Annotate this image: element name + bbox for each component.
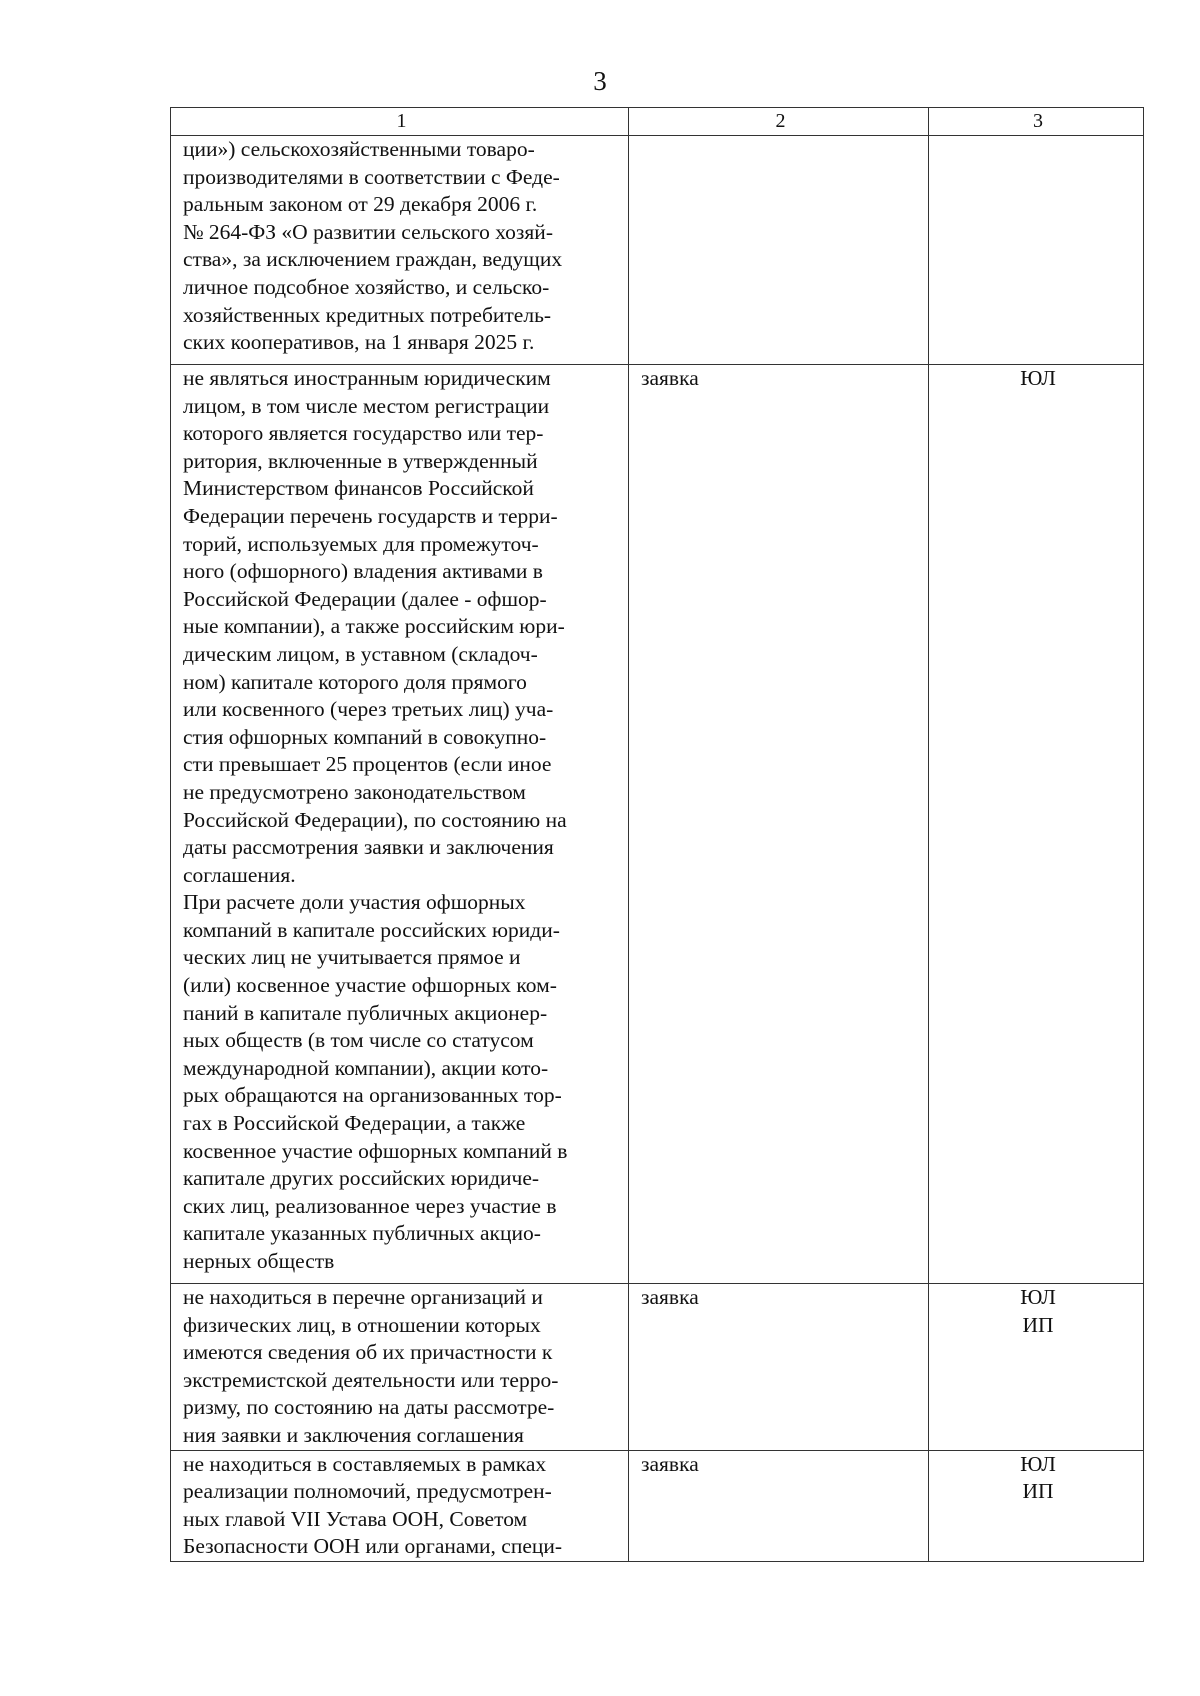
column-header-2: 2	[629, 108, 929, 136]
text-line: Российской Федерации (далее - офшор-	[183, 586, 547, 611]
text-line: компаний в капитале российских юриди-	[183, 917, 560, 942]
text-line: ции») сельскохозяйственными товаро-	[183, 137, 535, 161]
text-line: хозяйственных кредитных потребитель-	[183, 302, 552, 327]
text-line: ческих лиц не учитывается прямое и	[183, 945, 521, 970]
text-line: лицом, в том числе местом регистрации	[183, 393, 550, 418]
table-row	[171, 1450, 1144, 1561]
text-line: сти превышает 25 процентов (если иное	[183, 752, 552, 777]
text-line: международной компании), акции кото-	[183, 1055, 549, 1080]
text-line: реализации полномочий, предусмотрен-	[183, 1479, 552, 1504]
text-line: При расчете доли участия офшорных	[183, 890, 526, 915]
text-line: ритория, включенные в утвержденный	[183, 448, 538, 473]
table-row	[171, 365, 1144, 1284]
text-line: дическим лицом, в уставном (складоч-	[183, 641, 538, 666]
text-line: физических лиц, в отношении которых	[183, 1312, 541, 1337]
text-line: № 264-ФЗ «О развитии сельского хозяй-	[183, 219, 553, 244]
requirement-text	[171, 1284, 629, 1451]
table-row	[171, 136, 1144, 365]
requirements-table	[170, 107, 1144, 1562]
text-line: ные компании), а также российским юри-	[183, 614, 565, 639]
text-line: экстремистской деятельности или терро-	[183, 1367, 559, 1392]
table-header-row	[171, 108, 1144, 136]
text-line: ном) капитале которого доля прямого	[183, 669, 527, 694]
applicant-type: ЮЛ	[1020, 1285, 1056, 1309]
text-line: не находиться в составляемых в рамках	[183, 1451, 547, 1476]
text-line: Федерации перечень государств и терри-	[183, 503, 558, 528]
requirement-text	[171, 1450, 629, 1561]
text-line: ных обществ (в том числе со статусом	[183, 1028, 534, 1053]
text-line: ства», за исключением граждан, ведущих	[183, 247, 563, 272]
column-header-1: 1	[171, 108, 629, 136]
page-number: 3	[593, 66, 607, 96]
text-line: паний в капитале публичных акционер-	[183, 1000, 548, 1025]
text-line: Российской Федерации), по состоянию на	[183, 807, 567, 832]
text-line: капитале других российских юридиче-	[183, 1166, 540, 1191]
text-line: (или) косвенное участие офшорных ком-	[183, 973, 557, 998]
table-row	[171, 1284, 1144, 1451]
text-line: не находиться в перечне организаций и	[183, 1285, 543, 1309]
text-line: даты рассмотрения заявки и заключения	[183, 835, 554, 860]
document-cell: заявка	[629, 1450, 929, 1561]
text-line: Безопасности ООН или органами, специ-	[183, 1534, 563, 1559]
text-line: ских лиц, реализованное через участие в	[183, 1193, 557, 1218]
text-line: личное подсобное хозяйство, и сельско-	[183, 274, 550, 299]
text-line: торий, используемых для промежуточ-	[183, 531, 539, 556]
document-cell	[629, 136, 929, 365]
text-line: гах в Российской Федерации, а также	[183, 1111, 526, 1136]
text-line: рых обращаются на организованных тор-	[183, 1083, 562, 1108]
applicant-type-cell	[929, 1284, 1144, 1451]
requirement-text	[171, 136, 629, 365]
applicant-type-cell	[929, 365, 1144, 1284]
text-line: не предусмотрено законодательством	[183, 779, 526, 804]
text-line: ного (офшорного) владения активами в	[183, 559, 543, 584]
text-line: ных главой VII Устава ООН, Советом	[183, 1506, 528, 1531]
text-line: не являться иностранным юридическим	[183, 366, 551, 390]
applicant-type: ЮЛ	[1020, 366, 1056, 390]
applicant-type-cell	[929, 136, 1144, 365]
text-line: которого является государство или тер-	[183, 421, 544, 446]
text-line: капитале указанных публичных акцио-	[183, 1221, 541, 1246]
document-cell: заявка	[629, 1284, 929, 1451]
text-line: производителями в соответствии с Феде-	[183, 164, 560, 189]
text-line: имеются сведения об их причастности к	[183, 1340, 553, 1365]
applicant-type: ИП	[1022, 1479, 1054, 1504]
text-line: ризму, по состоянию на даты рассмотре-	[183, 1395, 555, 1420]
applicant-type: ЮЛ	[1020, 1451, 1056, 1476]
text-line: соглашения.	[183, 862, 296, 887]
applicant-type-cell	[929, 1450, 1144, 1561]
text-line: ских кооперативов, на 1 января 2025 г.	[183, 330, 535, 355]
text-line: ральным законом от 29 декабря 2006 г.	[183, 192, 538, 217]
text-line: стия офшорных компаний в совокупно-	[183, 724, 547, 749]
text-line: Министерством финансов Российской	[183, 476, 534, 501]
text-line: нерных обществ	[183, 1249, 335, 1273]
text-line: косвенное участие офшорных компаний в	[183, 1138, 568, 1163]
applicant-type: ИП	[1022, 1312, 1054, 1337]
text-line: или косвенного (через третьих лиц) уча-	[183, 697, 554, 722]
text-line: ния заявки и заключения соглашения	[183, 1422, 524, 1447]
column-header-3: 3	[929, 108, 1144, 136]
requirement-text	[171, 365, 629, 1284]
document-cell: заявка	[629, 365, 929, 1284]
